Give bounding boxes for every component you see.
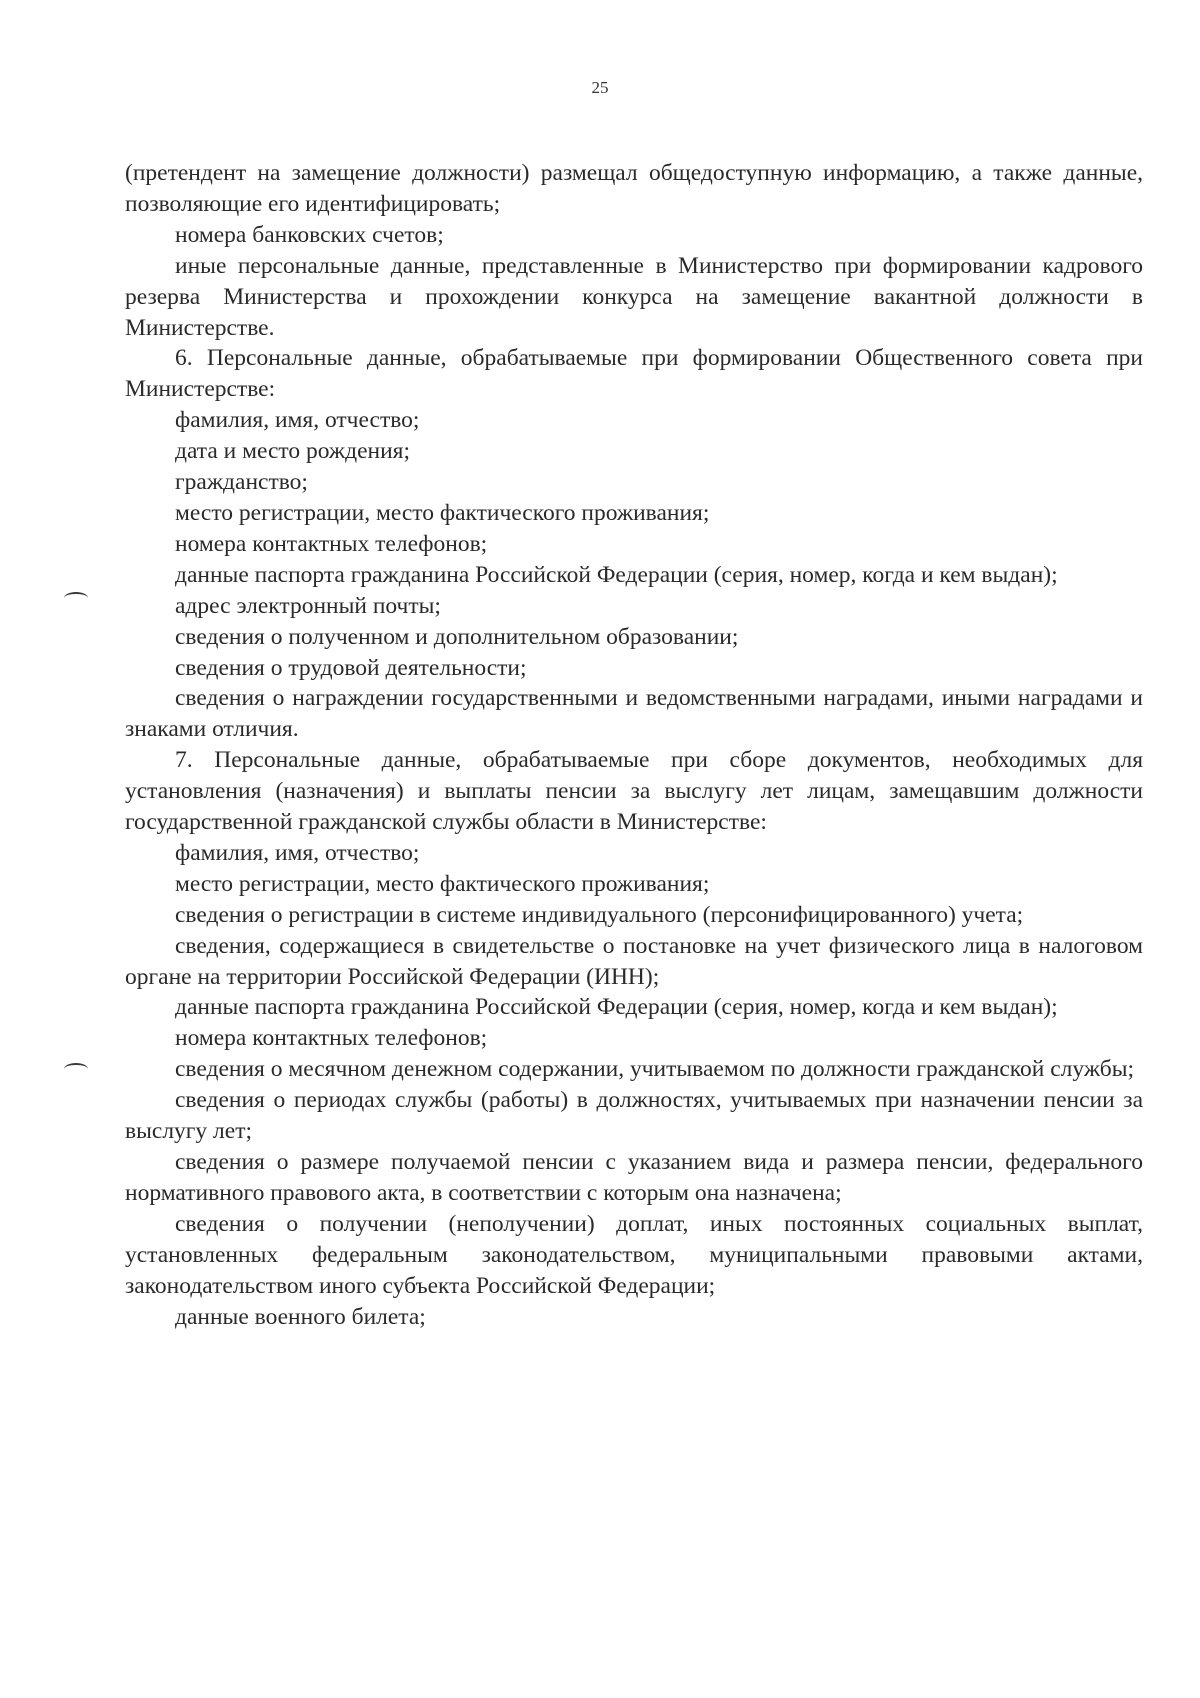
list-item: сведения о полученном и дополнительном образовании; xyxy=(175,623,739,650)
list-item: сведения о периодах службы (работы) в должностях, учитываемых при назначении пенсии за выслугу лет; xyxy=(125,1087,1143,1145)
paragraph-continuation: (претендент на замещение должности) размещал общедоступную информацию, а также данные, позволяющие его идентифицировать; xyxy=(125,160,1143,217)
document-body xyxy=(125,158,1143,1332)
list-item: сведения о награждении государственными и ведомственными наградами, иными наградами и знаками отличия. xyxy=(125,685,1143,743)
list-item: сведения, содержащиеся в свидетельстве о постановке на учет физического лица в налоговом органе на территории Российской Федерации (ИНН); xyxy=(125,932,1143,990)
list-item: фамилия, имя, отчество; xyxy=(175,839,420,866)
list-item: иные персональные данные, представленные в Министерство при формировании кадрового резерва Министерства и прохождении конкурса на замещение вакантной должности в Министерстве. xyxy=(125,252,1143,341)
list-item: место регистрации, место фактического проживания; xyxy=(175,870,710,897)
list-item: сведения о месячном денежном содержании, учитываемом по должности гражданской службы; xyxy=(175,1056,1135,1083)
page-number: 25 xyxy=(591,78,609,97)
list-item: сведения о получении (неполучении) доплат, иных постоянных социальных выплат, установленных федеральным законодательством, муниципальными правовыми актами, законодательством иного субъекта Российской Федерации; xyxy=(125,1210,1143,1299)
list-item: данные паспорта гражданина Российской Федерации (серия, номер, когда и кем выдан); xyxy=(175,994,1058,1021)
list-item: номера контактных телефонов; xyxy=(175,1025,488,1052)
margin-pencil-mark xyxy=(64,592,88,604)
list-item: сведения о регистрации в системе индивидуального (персонифицированного) учета; xyxy=(175,901,1024,928)
list-item: номера контактных телефонов; xyxy=(175,530,488,557)
margin-pencil-mark xyxy=(64,1063,88,1075)
list-item: данные паспорта гражданина Российской Федерации (серия, номер, когда и кем выдан); xyxy=(175,561,1058,588)
list-item: фамилия, имя, отчество; xyxy=(175,407,420,434)
list-item: дата и место рождения; xyxy=(175,438,411,465)
list-item: сведения о размере получаемой пенсии с указанием вида и размера пенсии, федерального нормативного правового акта, в соответствии с которым она назначена; xyxy=(125,1149,1143,1206)
list-item: адрес электронный почты; xyxy=(175,592,441,619)
list-item: сведения о трудовой деятельности; xyxy=(175,654,527,681)
list-item: место регистрации, место фактического проживания; xyxy=(175,499,710,526)
list-item: гражданство; xyxy=(175,469,308,496)
list-item: данные военного билета; xyxy=(175,1303,426,1330)
section-heading-6: 6. Персональные данные, обрабатываемые при формировании Общественного совета при Министерстве: xyxy=(125,345,1143,403)
section-heading-7: 7. Персональные данные, обрабатываемые при сборе документов, необходимых для установления (назначения) и выплаты пенсии за выслугу лет лицам, замещавшим должности государственной гражданской службы области в Министерстве: xyxy=(125,747,1143,836)
list-item: номера банковских счетов; xyxy=(175,221,444,248)
